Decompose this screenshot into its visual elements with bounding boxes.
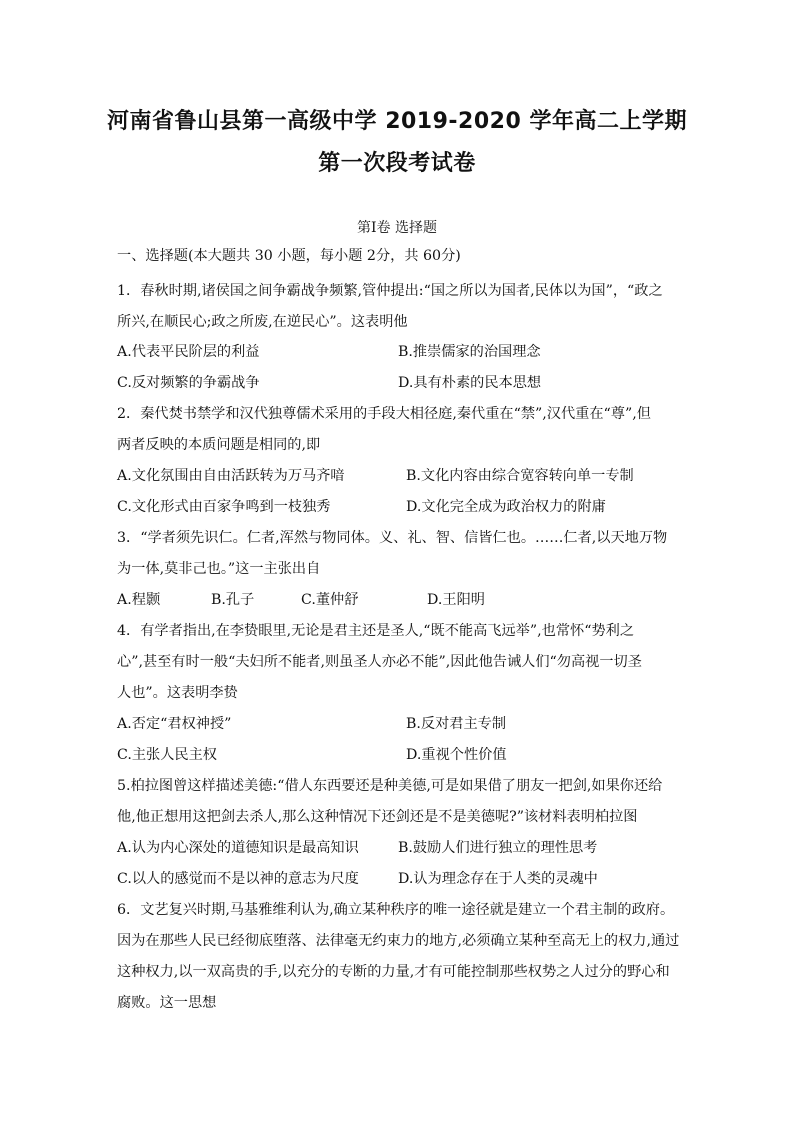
q1-line2: 所兴,在顺民心;政之所废,在逆民心”。这表明他 <box>117 314 408 330</box>
q3-option-b: B.孔子 <box>211 592 255 608</box>
q3-line2: 为一体,莫非己也。”这一主张出自 <box>117 561 321 577</box>
instructions: 一、选择题(本大题共 30 小题，每小题 2分，共 60分) <box>117 248 461 264</box>
q4-line2: 心”,甚至有时一般“夫妇所不能者,则虽圣人亦必不能”,因此他告诫人们“勿高视一切圣 <box>117 654 642 670</box>
q4-option-b: B.反对君主专制 <box>406 716 507 732</box>
q3-line1: 3．“学者须先识仁。仁者,浑然与物同体。义、礼、智、信皆仁也。……仁者,以天地万物 <box>117 530 668 546</box>
q6-line1: 6．文艺复兴时期,马基雅维利认为,确立某种秩序的唯一途径就是建立一个君主制的政府。 <box>117 902 675 918</box>
q2-option-b: B.文化内容由综合宽容转向单一专制 <box>406 468 634 484</box>
q1-option-b: B.推崇儒家的治国理念 <box>398 344 541 360</box>
q2-line1: 2．秦代焚书禁学和汉代独尊儒术采用的手段大相径庭,秦代重在“禁”,汉代重在“尊”,但 <box>117 406 651 422</box>
q4-option-a: A.否定“君权神授” <box>117 716 232 732</box>
q2-option-a: A.文化氛围由自由活跃转为万马齐喑 <box>117 468 345 484</box>
q3-option-d: D.王阳明 <box>427 592 485 608</box>
q2-option-c: C.文化形式由百家争鸣到一枝独秀 <box>117 499 331 515</box>
q5-line2: 他,他正想用这把剑去杀人,那么这种情况下还剑还是不是美德呢?”该材料表明柏拉图 <box>117 809 638 825</box>
exam-title-line2: 第一次段考试卷 <box>318 151 476 176</box>
q3-option-c: C.董仲舒 <box>301 592 359 608</box>
q4-line1: 4．有学者指出,在李贽眼里,无论是君主还是圣人,“既不能高飞远举”,也常怀“势利之 <box>117 623 635 639</box>
q6-line2: 因为在那些人民已经彻底堕落、法律毫无约束力的地方,必须确立某种至高无上的权力,通过 <box>117 933 680 949</box>
q4-option-c: C.主张人民主权 <box>117 747 217 763</box>
q5-option-c: C.以人的感觉而不是以神的意志为尺度 <box>117 871 359 887</box>
q1-option-a: A.代表平民阶层的利益 <box>117 344 260 360</box>
q3-option-a: A.程颢 <box>117 592 161 608</box>
exam-title-line1: 河南省鲁山县第一高级中学 2019-2020 学年高二上学期 <box>107 109 687 134</box>
section-title: 第Ⅰ卷 选择题 <box>357 220 437 236</box>
q1-option-d: D.具有朴素的民本思想 <box>398 375 542 391</box>
q2-option-d: D.文化完全成为政治权力的附庸 <box>406 499 606 515</box>
q1-line1: 1．春秋时期,诸侯国之间争霸战争频繁,管仲提出:“国之所以为国者,民体以为国”，“政之 <box>117 283 663 299</box>
q5-option-a: A.认为内心深处的道德知识是最高知识 <box>117 840 359 856</box>
q5-line1: 5.柏拉图曾这样描述美德:“借人东西要还是种美德,可是如果借了朋友一把剑,如果你还给 <box>117 778 663 794</box>
q6-line3: 这种权力,以一双高贵的手,以充分的专断的力量,才有可能控制那些权势之人过分的野心和 <box>117 964 670 980</box>
q4-line3: 人也”。这表明李贽 <box>117 685 238 701</box>
q5-option-d: D.认为理念存在于人类的灵魂中 <box>398 871 598 887</box>
q1-option-c: C.反对频繁的争霸战争 <box>117 375 260 391</box>
q6-line4: 腐败。这一思想 <box>117 995 217 1011</box>
q5-option-b: B.鼓励人们进行独立的理性思考 <box>398 840 598 856</box>
q2-line2: 两者反映的本质问题是相同的,即 <box>117 437 321 453</box>
q4-option-d: D.重视个性价值 <box>406 747 507 763</box>
